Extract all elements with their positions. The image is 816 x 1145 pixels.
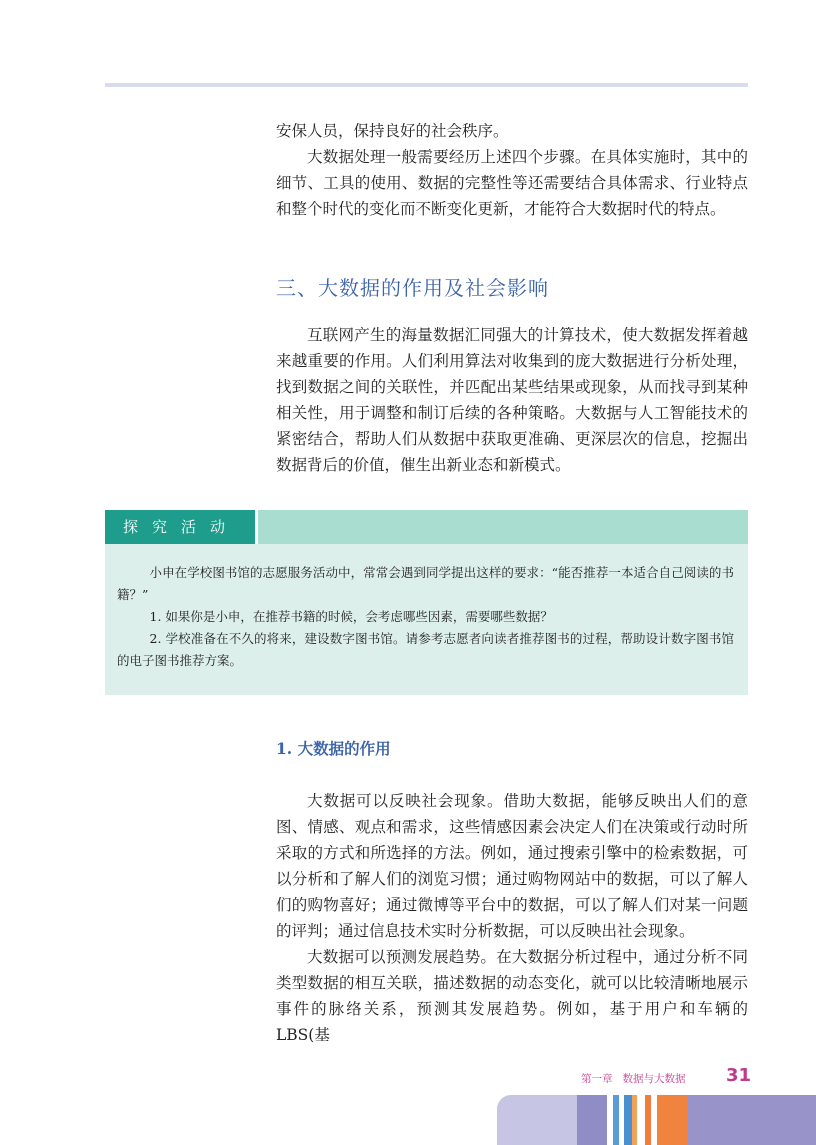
deco-stripe	[624, 1095, 632, 1145]
section-body	[276, 322, 748, 478]
deco-bar-violet	[687, 1095, 816, 1145]
activity-title: 探究活动	[105, 510, 255, 544]
section-paragraph-1: 互联网产生的海量数据汇同强大的计算技术，使大数据发挥着越来越重要的作用。人们利用算法对收集到的庞大数据进行分析处理，找到数据之间的关联性，并匹配出某些结果或现象，从而找寻到某种相关性，用于调整和制订后续的各种策略。大数据与人工智能技术的紧密结合，帮助人们从数据中获取更准确、更深层次的信息，挖掘出数据背后的价值，催生出新业态和新模式。	[276, 326, 748, 474]
subsection-paragraph-2: 大数据可以预测发展趋势。在大数据分析过程中，通过分析不同类型数据的相互关联，描述数据的动态变化，就可以比较清晰地展示事件的脉络关系，预测其发展趋势。例如，基于用户和车辆的LBS(基	[276, 948, 748, 1044]
activity-body	[105, 562, 748, 672]
activity-box	[105, 510, 748, 695]
subsection-body	[276, 788, 748, 1048]
intro-text	[276, 118, 748, 222]
footer-chapter-title: 数据与大数据	[622, 1073, 686, 1085]
activity-question-1: 1. 如果你是小申，在推荐书籍的时候，会考虑哪些因素，需要哪些数据？	[149, 609, 553, 624]
deco-bar-orange	[657, 1095, 687, 1145]
activity-paragraph: 小申在学校图书馆的志愿服务活动中，常常会遇到同学提出这样的要求：“能否推荐一本适合自己阅读的书籍？”	[117, 565, 734, 602]
subsection-paragraph-1: 大数据可以反映社会现象。借助大数据，能够反映出人们的意图、情感、观点和需求，这些情感因素会决定人们在决策或行动时所采取的方式和所选择的方法。例如，通过搜索引擎中的检索数据，可以分析和了解人们的浏览习惯；通过购物网站中的数据，可以了解人们的购物喜好；通过微博等平台中的数据，可以了解人们对某一问题的评判；通过信息技术实时分析数据，可以反映出社会现象。	[276, 792, 748, 940]
section-heading: 三、大数据的作用及社会影响	[276, 276, 549, 300]
deco-bar-purple	[577, 1095, 607, 1145]
header-rule	[105, 83, 748, 87]
footer-chapter	[581, 1071, 696, 1086]
intro-paragraph-1: 安保人员，保持良好的社会秩序。	[276, 122, 509, 140]
deco-stripe	[637, 1095, 645, 1145]
page-number: 31	[726, 1065, 752, 1086]
deco-bar-lavender	[497, 1095, 577, 1145]
footer-chapter-number: 第一章	[581, 1073, 613, 1085]
activity-header-bar	[105, 510, 748, 544]
activity-question-2: 2. 学校准备在不久的将来，建设数字图书馆。请参考志愿者向读者推荐图书的过程，帮助设计数字图书馆的电子图书推荐方案。	[117, 631, 734, 668]
subsection-heading: 1. 大数据的作用	[276, 739, 391, 758]
intro-paragraph-2: 大数据处理一般需要经历上述四个步骤。在具体实施时，其中的细节、工具的使用、数据的完整性等还需要结合具体需求、行业特点和整个时代的变化而不断变化更新，才能符合大数据时代的特点。	[276, 148, 748, 218]
